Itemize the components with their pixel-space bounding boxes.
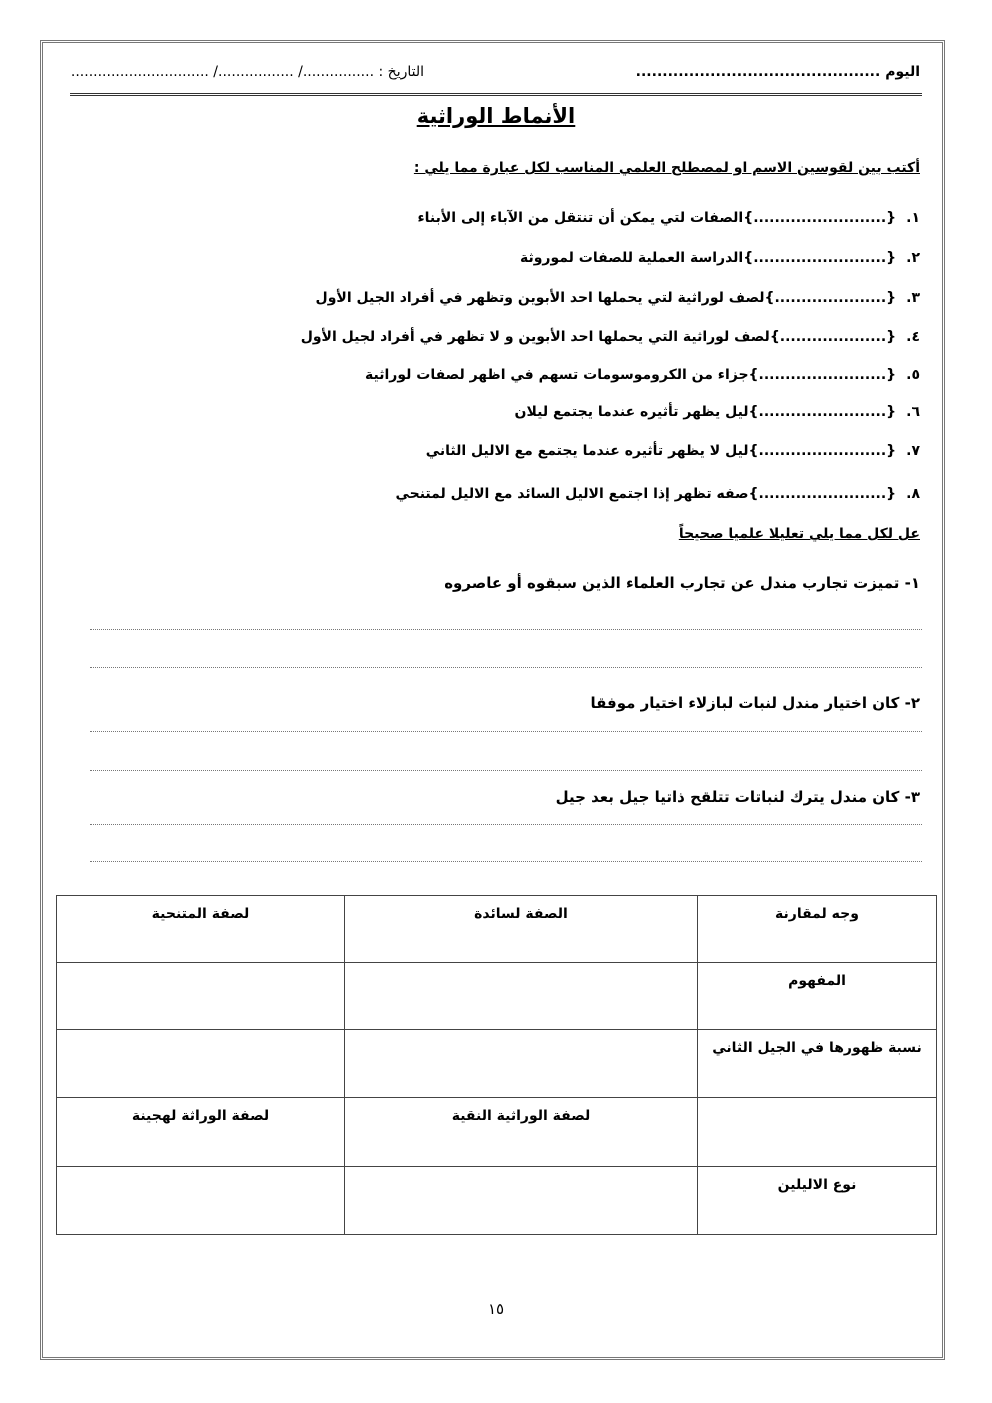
question-2: ٢- كان اختيار مندل لنبات لبازلاء اختيار موفقا xyxy=(590,694,920,712)
item-number: ٧. xyxy=(906,443,920,459)
page-title: الأنماط الوراثية xyxy=(416,104,576,128)
list-item xyxy=(395,486,920,502)
item-number: ٥. xyxy=(906,367,920,383)
table-cell[interactable] xyxy=(57,1167,345,1235)
table-cell[interactable] xyxy=(345,963,698,1030)
table-cell: لصفة المتنحية xyxy=(57,896,345,963)
list-item xyxy=(515,404,920,420)
day-field[interactable]: اليوم .............................................. xyxy=(635,64,920,80)
table-cell: الصفة لسائدة xyxy=(345,896,698,963)
answer-line[interactable] xyxy=(90,629,922,630)
question-1: ١- تميزت تجارب مندل عن تجارب العلماء الذين سبقوه أو عاصروه xyxy=(444,574,920,592)
item-text: {.....................}لصف لوراثية لتي يحملها احد الأبوين وتظهر في أفراد الجيل الأول xyxy=(315,290,897,306)
item-number: ٣. xyxy=(906,290,920,306)
table-cell: وجه لمقارنة xyxy=(698,896,937,963)
item-text: {........................}ليل لا يظهر تأثيره عندما يجتمع مع الاليل الثاني xyxy=(425,443,897,459)
table-cell: لصفة الوراثة لهجينة xyxy=(57,1098,345,1167)
header-divider xyxy=(70,93,922,96)
table-cell[interactable] xyxy=(698,1098,937,1167)
table-row xyxy=(57,1098,937,1167)
table-row xyxy=(57,896,937,963)
answer-line[interactable] xyxy=(90,731,922,732)
table-cell[interactable] xyxy=(57,963,345,1030)
comparison-table xyxy=(56,895,937,1235)
table-row xyxy=(57,963,937,1030)
list-item xyxy=(417,210,920,226)
table-cell[interactable] xyxy=(345,1167,698,1235)
item-number: ٢. xyxy=(906,250,920,266)
table-cell[interactable] xyxy=(345,1030,698,1098)
list-item xyxy=(316,290,920,306)
question-3: ٣- كان مندل يترك لنباتات تتلقح ذاتيا جيل بعد جيل xyxy=(555,788,920,806)
item-number: ١. xyxy=(906,210,920,226)
list-item xyxy=(426,443,920,459)
table-row xyxy=(57,1030,937,1098)
list-item xyxy=(365,367,920,383)
table-cell: نوع الاليلين xyxy=(698,1167,937,1235)
list-item xyxy=(520,250,920,266)
section2-instruction: عل لكل مما يلي تعليلا علميا صحيحاً xyxy=(678,526,920,542)
item-text: {........................}ليل يظهر تأثيره عندما يجتمع ليلان xyxy=(514,404,897,420)
item-text: {.........................}الصفات لتي يمكن أن تنتقل من الآباء إلى الأبناء xyxy=(417,210,897,226)
table-cell: لصفة الوراثية النقية xyxy=(345,1098,698,1167)
answer-line[interactable] xyxy=(90,667,922,668)
item-text: {........................}صفه تظهر إذا اجتمع الاليل السائد مع الاليل لمتنحي xyxy=(395,486,897,502)
table-cell: نسبة ظهورها في الجيل الثاني xyxy=(698,1030,937,1098)
item-text: {.........................}الدراسة العملية للصفات لموروثة xyxy=(519,250,897,266)
item-text: {....................}لصف لوراثية التي يحملها احد الأبوين و لا تظهر في أفراد لجيل الأول xyxy=(300,329,897,345)
list-item xyxy=(301,329,920,345)
section1-instruction: أكتب بين لقوسين الاسم او لمصطلح العلمي المناسب لكل عبارة مما يلي : xyxy=(413,160,920,176)
item-number: ٦. xyxy=(906,404,920,420)
table-cell: المفهوم xyxy=(698,963,937,1030)
item-number: ٤. xyxy=(906,329,920,345)
answer-line[interactable] xyxy=(90,861,922,862)
table-row xyxy=(57,1167,937,1235)
answer-line[interactable] xyxy=(90,824,922,825)
item-text: {........................}جزاء من الكروموسومات تسهم في اظهر لصفات لوراثية xyxy=(365,367,897,383)
date-field[interactable]: التاريخ : ................/ ................./ ............................... xyxy=(70,64,424,80)
item-number: ٨. xyxy=(906,486,920,502)
page-number: ١٥ xyxy=(487,1300,505,1318)
answer-line[interactable] xyxy=(90,770,922,771)
table-cell[interactable] xyxy=(57,1030,345,1098)
